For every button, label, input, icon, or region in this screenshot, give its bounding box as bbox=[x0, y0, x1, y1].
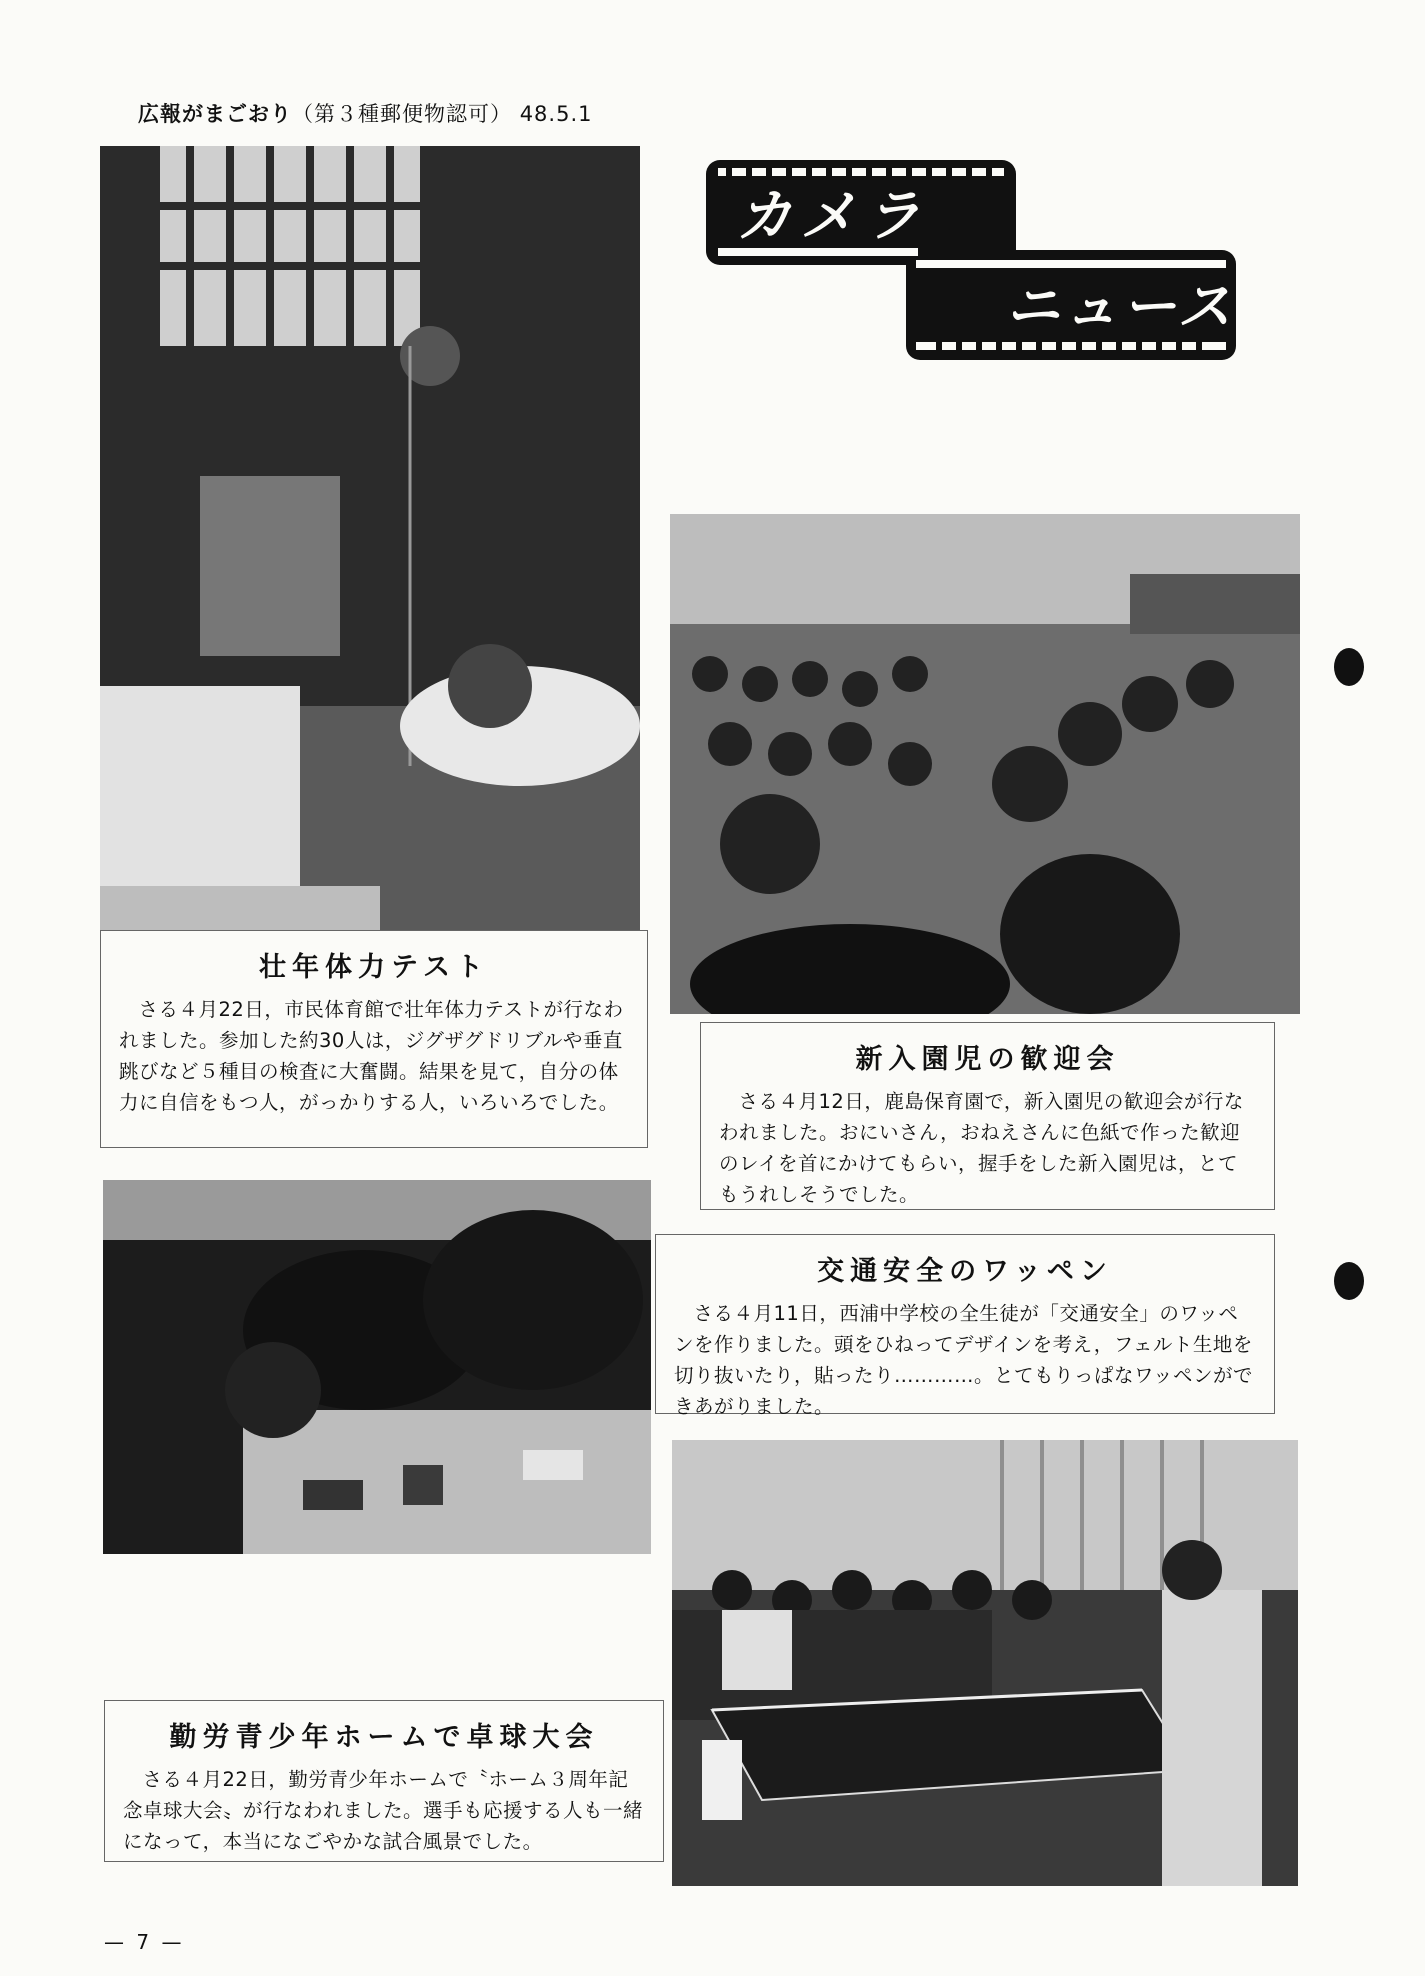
article-title: 交通安全のワッペン bbox=[817, 1256, 1113, 1287]
article-safety-badges bbox=[655, 1234, 1275, 1418]
logo-line2: ニュース bbox=[1006, 275, 1236, 338]
article-fitness-test bbox=[100, 930, 648, 1148]
page-number: — 7 — bbox=[104, 1930, 185, 1954]
postal-permit: （第３種郵便物認可） bbox=[292, 102, 512, 126]
photo-fitness-test bbox=[100, 146, 640, 930]
camera-news-logo bbox=[706, 160, 1236, 360]
photo-safety-badges bbox=[103, 1180, 651, 1554]
article-title: 勤労青少年ホームで卓球大会 bbox=[169, 1722, 599, 1753]
article-table-tennis bbox=[104, 1700, 664, 1862]
article-body: さる４月22日，勤労青少年ホームで〝ホーム３周年記念卓球大会〟が行なわれました。選手も応援する人も一緒になって，本当になごやかな試合風景でした。 bbox=[123, 1768, 644, 1853]
article-title: 壮年体力テスト bbox=[259, 952, 489, 983]
margin-dot bbox=[1334, 648, 1364, 686]
photo-table-tennis bbox=[672, 1440, 1298, 1886]
article-body: さる４月11日，西浦中学校の全生徒が「交通安全」のワッペンを作りました。頭をひねってデザインを考え，フェルト生地を切り抜いたり，貼ったり…………。とてもりっぱなワッペンができあがりました。 bbox=[674, 1302, 1254, 1418]
page-header bbox=[138, 98, 592, 128]
article-body: さる４月22日，市民体育館で壮年体力テストが行なわれました。参加した約30人は，ジグザグドリブルや垂直跳びなど５種目の検査に大奮闘。結果を見て，自分の体力に自信をもつ人，がっかりする人，いろいろでした。 bbox=[119, 998, 624, 1114]
issue-date: 48.5.1 bbox=[519, 102, 593, 126]
article-body: さる４月12日，鹿島保育園で，新入園児の歓迎会が行なわれました。おにいさん，おねえさんに色紙で作った歓迎のレイを首にかけてもらい，握手をした新入園児は，とてもうれしそうでした。 bbox=[719, 1090, 1244, 1206]
logo-line1: カメラ bbox=[736, 184, 928, 249]
publication-name: 広報がまごおり bbox=[138, 102, 292, 126]
article-nursery-welcome bbox=[700, 1022, 1275, 1210]
article-title: 新入園児の歓迎会 bbox=[855, 1044, 1120, 1075]
photo-nursery-welcome bbox=[670, 514, 1300, 1014]
margin-dot bbox=[1334, 1262, 1364, 1300]
